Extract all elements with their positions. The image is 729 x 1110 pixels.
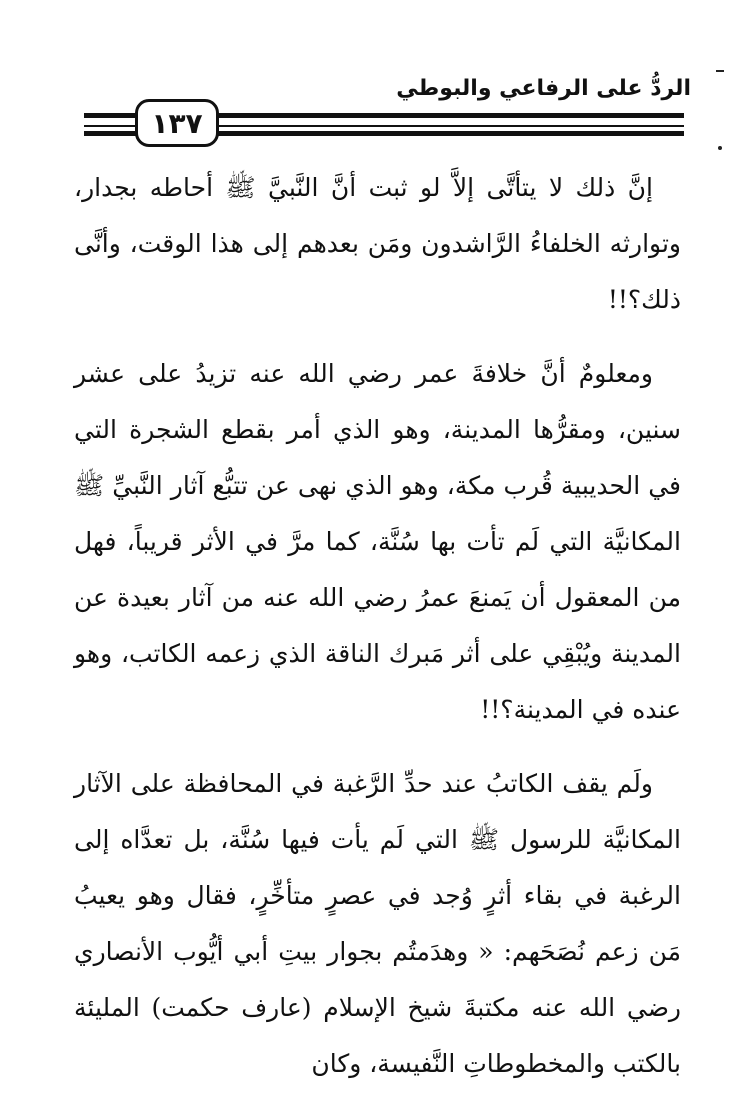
margin-mark-dot — [718, 146, 722, 150]
page-number-text: ١٣٧ — [151, 106, 203, 140]
body-text — [74, 160, 681, 1110]
paragraph-1: إنَّ ذلك لا يتأتَّى إلاَّ لو ثبت أنَّ النَّبيَّ ﷺ أحاطه بجدار، وتوارثه الخلفاءُ الرَّاشدون ومَن بعدهم إلى هذا الوقت، وأنَّى ذلك؟!! — [74, 173, 681, 314]
paragraph-3: ولَم يقف الكاتبُ عند حدِّ الرَّغبة في المحافظة على الآثار المكانيَّة للرسول ﷺ التي لَم يأت فيها سُنَّة، بل تعدَّاه إلى الرغبة في بقاء أثرٍ وُجد في عصرٍ متأخِّرٍ، فقال وهو يعيبُ مَن زعم نُصَحَهم: « وهدَمتُم بجوار بيتِ أبي أيُّوب الأنصاري رضي الله عنه مكتبةَ شيخ الإسلام (عارف حكمت) المليئة بالكتب والمخطوطاتِ النَّفيسة، وكان — [74, 769, 681, 1078]
running-header-title: الردُّ على الرفاعي والبوطي — [396, 76, 691, 101]
margin-mark-top — [716, 70, 724, 72]
page-number — [135, 99, 219, 147]
paragraph-2: ومعلومٌ أنَّ خلافةَ عمر رضي الله عنه تزيدُ على عشر سنين، ومقرُّها المدينة، وهو الذي أمر بقطع الشجرة التي في الحديبية قُرب مكة، وهو الذي نهى عن تتبُّع آثار النَّبيِّ ﷺ المكانيَّة التي لَم تأت بها سُنَّة، كما مرَّ في الأثر قريباً، فهل من المعقول أن يَمنعَ عمرُ رضي الله عنه من آثار بعيدة عن المدينة ويُبْقِي على أثر مَبرك الناقة الذي زعمه الكاتب، وهو عنده في المدينة؟!! — [74, 359, 681, 724]
